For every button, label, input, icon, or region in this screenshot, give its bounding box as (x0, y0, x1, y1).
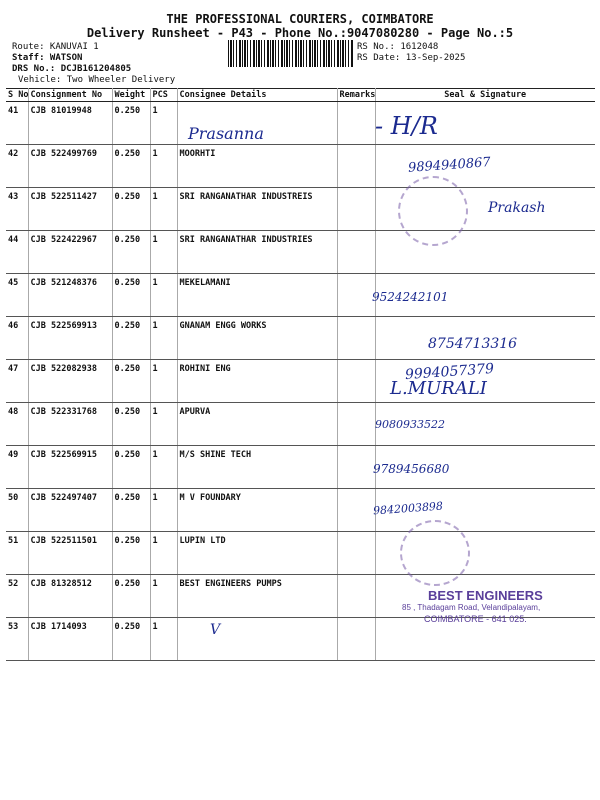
table-row (6, 274, 595, 317)
cell-consignee: MEKELAMANI (177, 274, 337, 317)
cell-pcs: 1 (150, 274, 177, 317)
col-weight: Weight (112, 89, 150, 102)
cell-pcs: 1 (150, 403, 177, 446)
cell-weight: 0.250 (112, 446, 150, 489)
cell-pcs: 1 (150, 145, 177, 188)
cell-consignee: APURVA (177, 403, 337, 446)
cell-pcs: 1 (150, 532, 177, 575)
cell-weight: 0.250 (112, 489, 150, 532)
col-pcs: PCS (150, 89, 177, 102)
cell-sno: 43 (6, 188, 28, 231)
handwritten-sig-43: Prakash (488, 200, 546, 216)
cell-pcs: 1 (150, 489, 177, 532)
handwritten-phone-46: 8754713316 (428, 336, 518, 352)
cell-pcs: 1 (150, 446, 177, 489)
company-stamp-43 (398, 176, 468, 246)
handwritten-phone-50: 9842003898 (372, 499, 444, 518)
cell-consignment: CJB 522331768 (28, 403, 112, 446)
cell-sno: 50 (6, 489, 28, 532)
cell-consignment: CJB 522082938 (28, 360, 112, 403)
cell-remarks (337, 102, 375, 145)
table-row (6, 231, 595, 274)
table-row (6, 403, 595, 446)
table-header-row (6, 89, 595, 102)
cell-weight: 0.250 (112, 575, 150, 618)
runsheet-table (6, 88, 595, 661)
cell-pcs: 1 (150, 188, 177, 231)
handwritten-name-47: L.MURALI (390, 378, 487, 399)
cell-consignment: CJB 81328512 (28, 575, 112, 618)
cell-sno: 41 (6, 102, 28, 145)
stamp-best-city: COIMBATORE - 641 025. (424, 614, 527, 624)
cell-weight: 0.250 (112, 145, 150, 188)
handwritten-phone-45: 9524242101 (372, 290, 449, 304)
cell-remarks (337, 188, 375, 231)
cell-consignee: M V FOUNDARY (177, 489, 337, 532)
table-row (6, 446, 595, 489)
cell-weight: 0.250 (112, 317, 150, 360)
barcode-image (228, 40, 354, 67)
cell-pcs: 1 (150, 231, 177, 274)
cell-consignment: CJB 522499769 (28, 145, 112, 188)
cell-consignment: CJB 522569913 (28, 317, 112, 360)
table-row (6, 102, 595, 145)
col-remarks: Remarks (337, 89, 375, 102)
company-stamp-51 (400, 520, 470, 586)
handwritten-consignee-41: Prasanna (188, 124, 264, 143)
cell-consignee: ROHINI ENG (177, 360, 337, 403)
cell-consignee: M/S SHINE TECH (177, 446, 337, 489)
cell-pcs: 1 (150, 102, 177, 145)
route-info: Route: KANUVAI 1 (12, 42, 99, 52)
cell-sno: 49 (6, 446, 28, 489)
cell-sno: 46 (6, 317, 28, 360)
cell-weight: 0.250 (112, 360, 150, 403)
cell-consignee: SRI RANGANATHAR INDUSTRIES (177, 231, 337, 274)
cell-signature (375, 231, 595, 274)
vehicle-info: Vehicle: Two Wheeler Delivery (18, 75, 176, 85)
cell-consignment: CJB 522422967 (28, 231, 112, 274)
cell-remarks (337, 575, 375, 618)
cell-pcs: 1 (150, 618, 177, 661)
table-row (6, 145, 595, 188)
cell-pcs: 1 (150, 317, 177, 360)
runsheet-subtitle: Delivery Runsheet - P43 - Phone No.:9047080280 - Page No.:5 (86, 26, 514, 40)
cell-consignment: CJB 1714093 (28, 618, 112, 661)
drs-number: DRS No.: DCJB161204805 (12, 64, 132, 74)
rs-date: RS Date: 13-Sep-2025 (357, 53, 466, 63)
handwritten-phone-49: 9789456680 (373, 462, 450, 476)
rs-number: RS No.: 1612048 (357, 42, 439, 52)
table-row (6, 360, 595, 403)
handwritten-phone-47: 9994057379 (404, 360, 495, 384)
cell-remarks (337, 403, 375, 446)
cell-remarks (337, 489, 375, 532)
cell-consignment: CJB 81019948 (28, 102, 112, 145)
cell-remarks (337, 145, 375, 188)
cell-sno: 47 (6, 360, 28, 403)
cell-remarks (337, 274, 375, 317)
cell-pcs: 1 (150, 575, 177, 618)
cell-consignment: CJB 522511427 (28, 188, 112, 231)
stamp-best-address: 85 , Thadagam Road, Velandipalayam, (402, 603, 541, 612)
cell-sno: 51 (6, 532, 28, 575)
cell-weight: 0.250 (112, 102, 150, 145)
cell-consignee (177, 618, 337, 661)
cell-sno: 42 (6, 145, 28, 188)
handwritten-sig-41: - H/R (375, 112, 438, 140)
cell-consignee: SRI RANGANATHAR INDUSTREIS (177, 188, 337, 231)
stamp-best-name: BEST ENGINEERS (428, 588, 543, 603)
cell-remarks (337, 317, 375, 360)
table-row (6, 532, 595, 575)
cell-sno: 53 (6, 618, 28, 661)
cell-remarks (337, 231, 375, 274)
cell-remarks (337, 446, 375, 489)
cell-sno: 48 (6, 403, 28, 446)
cell-weight: 0.250 (112, 188, 150, 231)
col-sno: S No (8, 90, 29, 100)
cell-consignment: CJB 522497407 (28, 489, 112, 532)
cell-remarks (337, 360, 375, 403)
handwritten-phone-48: 9080933522 (375, 418, 445, 431)
cell-consignee: BEST ENGINEERS PUMPS (177, 575, 337, 618)
cell-pcs: 1 (150, 360, 177, 403)
col-signature: Seal & Signature (375, 89, 595, 102)
cell-remarks (337, 618, 375, 661)
cell-remarks (337, 532, 375, 575)
cell-sno: 45 (6, 274, 28, 317)
cell-weight: 0.250 (112, 618, 150, 661)
col-consignment: Consignment No (28, 89, 112, 102)
staff-info: Staff: WATSON (12, 53, 83, 63)
handwritten-mark-53: V (210, 622, 221, 638)
col-consignee: Consignee Details (177, 89, 337, 102)
cell-consignment: CJB 522511501 (28, 532, 112, 575)
cell-consignment: CJB 522569915 (28, 446, 112, 489)
cell-consignment: CJB 521248376 (28, 274, 112, 317)
cell-consignee: LUPIN LTD (177, 532, 337, 575)
cell-sno: 52 (6, 575, 28, 618)
handwritten-phone-42: 9894940867 (407, 155, 492, 176)
cell-weight: 0.250 (112, 403, 150, 446)
cell-weight: 0.250 (112, 274, 150, 317)
cell-sno: 44 (6, 231, 28, 274)
cell-consignee: GNANAM ENGG WORKS (177, 317, 337, 360)
cell-weight: 0.250 (112, 532, 150, 575)
cell-consignee: MOORHTI (177, 145, 337, 188)
cell-weight: 0.250 (112, 231, 150, 274)
table-row (6, 489, 595, 532)
company-title: THE PROFESSIONAL COURIERS, COIMBATORE (166, 12, 434, 26)
